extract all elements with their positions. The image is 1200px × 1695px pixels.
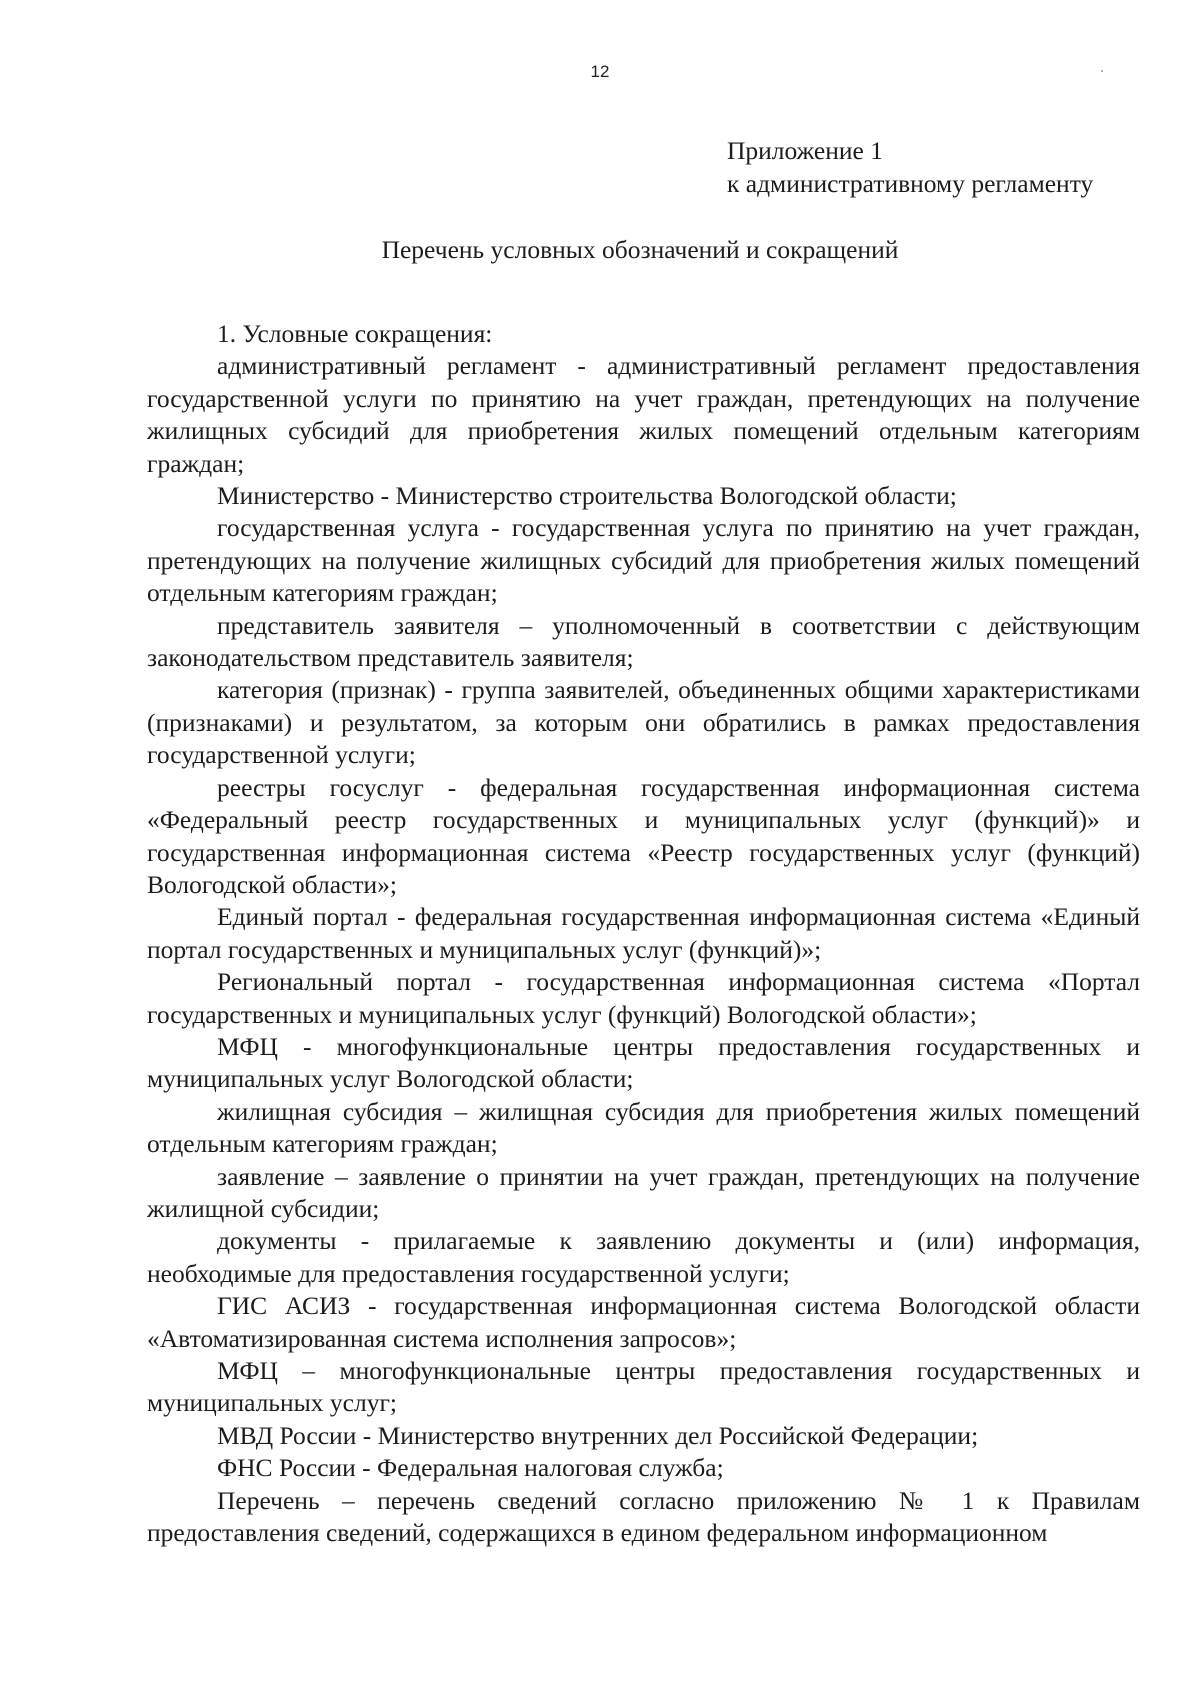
definition-item: реестры госуслуг - федеральная государственная информационная система «Федеральный реестр государственных и муниципальных услуг (функций)» и государственная информационная система «Реестр государственных услуг (функций) Вологодской области»; bbox=[147, 772, 1140, 899]
definition-item: МФЦ – многофункциональные центры предоставления государственных и муниципальных услуг; bbox=[147, 1356, 1140, 1418]
definition-item: документы - прилагаемые к заявлению документы и (или) информация, необходимые для предоставления государственной услуги; bbox=[147, 1226, 1140, 1288]
appendix-line-1: Приложение 1 bbox=[727, 136, 883, 165]
definition-item: заявление – заявление о принятии на учет граждан, претендующих на получение жилищной субсидии; bbox=[147, 1161, 1140, 1223]
section-heading: 1. Условные сокращения: bbox=[217, 319, 493, 348]
definition-item: МВД России - Министерство внутренних дел Российской Федерации; bbox=[217, 1420, 979, 1450]
appendix-line-2: к административному регламенту bbox=[727, 169, 1094, 198]
definition-item: представитель заявителя – уполномоченный в соответствии с действующим законодательством представитель заявителя; bbox=[147, 610, 1140, 673]
appendix-reference bbox=[727, 134, 1093, 200]
definition-item: жилищная субсидия – жилищная субсидия для приобретения жилых помещений отдельным категориям граждан; bbox=[147, 1096, 1140, 1159]
document-title: Перечень условных обозначений и сокращений bbox=[381, 235, 899, 264]
definition-item: Министерство - Министерство строительства Вологодской области; bbox=[217, 481, 957, 511]
definition-item: Перечень – перечень сведений согласно приложению № 1 к Правилам предоставления сведений, содержащихся в едином федеральном информационном bbox=[147, 1485, 1140, 1548]
definition-item: МФЦ - многофункциональные центры предоставления государственных и муниципальных услуг Вологодской области; bbox=[147, 1031, 1140, 1094]
definition-item: ФНС России - Федеральная налоговая служба; bbox=[217, 1453, 724, 1483]
page-number: 12 bbox=[590, 62, 610, 81]
definition-item: ГИС АСИЗ - государственная информационная система Вологодской области «Автоматизированная система исполнения запросов»; bbox=[147, 1291, 1140, 1353]
definition-item: государственная услуга - государственная услуга по принятию на учет граждан, претендующих на получение жилищных субсидий для приобретения жилых помещений отдельным категориям граждан; bbox=[147, 513, 1140, 608]
definition-item: категория (признак) - группа заявителей, объединенных общими характеристиками (признаками) и результатом, за которым они обратились в рамках предоставления государственной услуги; bbox=[147, 675, 1140, 770]
definition-item: Региональный портал - государственная информационная система «Портал государственных и муниципальных услуг (функций) Вологодской области»; bbox=[147, 967, 1140, 1029]
definition-item: Единый портал - федеральная государственная информационная система «Единый портал государственных и муниципальных услуг (функций)»; bbox=[147, 902, 1140, 964]
definition-item: административный регламент - административный регламент предоставления государственной услуги по принятию на учет граждан, претендующих на получение жилищных субсидий для приобретения жилых помещений отдельным категориям граждан; bbox=[147, 351, 1140, 478]
abbreviations-list bbox=[147, 318, 1140, 1549]
